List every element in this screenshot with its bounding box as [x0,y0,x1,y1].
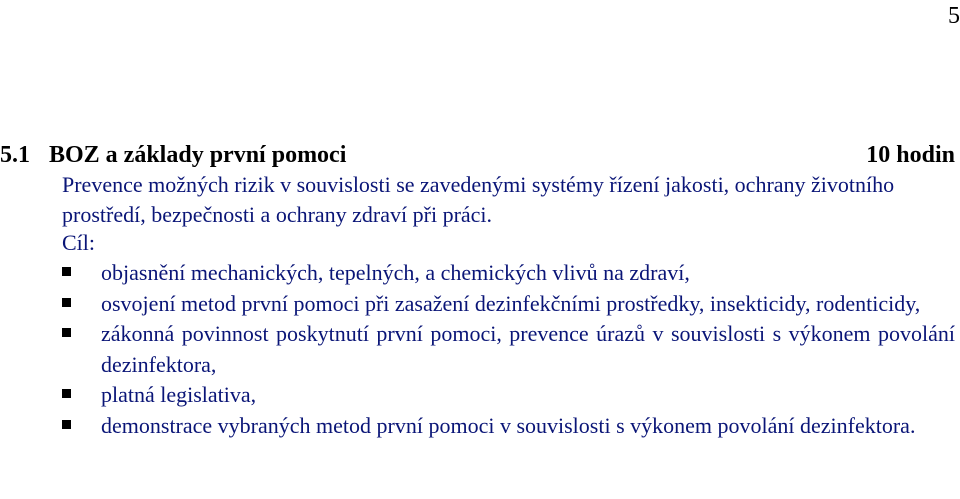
page-number: 5 [948,3,960,29]
section-number: 5.1 [0,142,30,168]
section-title: BOZ a základy první pomoci [49,142,347,168]
goal-item [0,380,955,411]
square-bullet-icon [62,420,71,429]
goal-text: osvojení metod první pomoci při zasažení dezinfekčními prostředky, insekticidy, rodenticidy, [101,290,921,316]
goal-text: objasnění mechanických, tepelných, a chemických vlivů na zdraví, [101,260,690,285]
goals-list [0,258,960,441]
goals-label: Cíl: [62,230,96,255]
square-bullet-icon [62,389,71,398]
section-hours: 10 hodin [866,142,955,168]
goal-text: platná legislativa, [101,382,257,407]
square-bullet-icon [62,298,71,307]
goal-item [0,411,955,442]
goal-item [0,289,955,320]
goal-item [0,319,955,380]
intro-paragraph: Prevence možných rizik v souvislosti se zavedenými systémy řízení jakosti, ochrany životního prostředí, bezpečnosti a ochrany zdraví při práci. [62,172,895,227]
goal-text: zákonná povinnost poskytnutí první pomoci, prevence úrazů v souvislosti s výkonem povolání dezinfektora, [101,321,955,377]
goal-item [0,258,955,289]
square-bullet-icon [62,267,71,276]
goal-text: demonstrace vybraných metod první pomoci v souvislosti s výkonem povolání dezinfektora. [101,412,916,438]
square-bullet-icon [62,328,71,337]
